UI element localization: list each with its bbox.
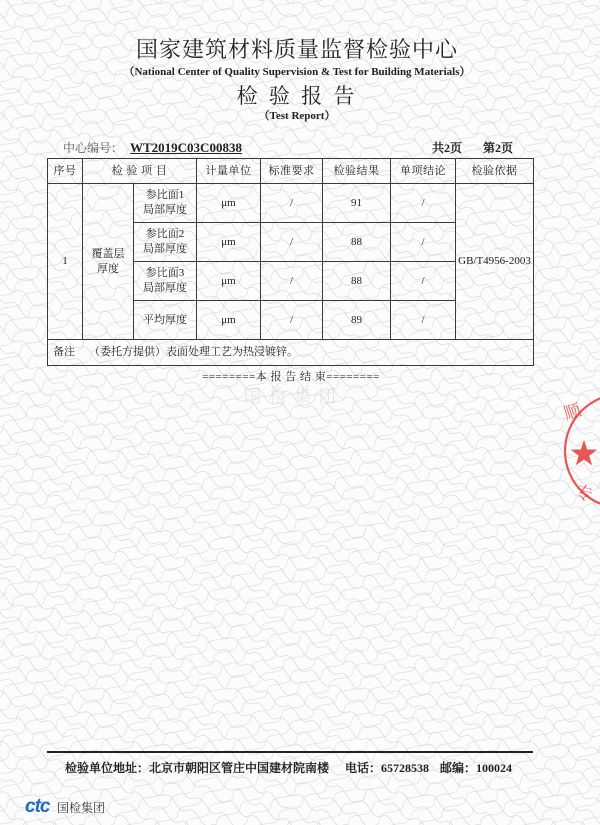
seq-cell: 1 — [48, 184, 83, 340]
sub-item-line: 局部厚度 — [143, 282, 187, 294]
header-unit: 计量单位 — [197, 159, 261, 184]
sub-item-cell — [134, 184, 197, 223]
table-header-row — [48, 159, 534, 184]
sub-item-line: 局部厚度 — [143, 243, 187, 255]
result-cell: 88 — [323, 262, 391, 301]
sub-item-line: 平均厚度 — [143, 313, 187, 326]
requirement-cell: / — [261, 262, 323, 301]
report-heading-chinese: 检 验 报 告 — [236, 84, 358, 108]
remarks-text: （委托方提供）表面处理工艺为热浸镀锌。 — [89, 346, 298, 358]
footer-postcode: 邮编：100024 — [440, 761, 513, 775]
header-requirement: 标准要求 — [261, 159, 323, 184]
ctc-logo-icon: ctc — [25, 796, 50, 817]
footer-divider — [47, 751, 533, 753]
seam-stamp — [556, 392, 600, 510]
stamp-char: 顺 — [561, 400, 584, 425]
header-result: 检验结果 — [323, 159, 391, 184]
result-cell: 91 — [323, 184, 391, 223]
sub-item-line: 参比面2 — [145, 228, 185, 240]
result-cell: 88 — [323, 223, 391, 262]
basis-cell: GB/T4956-2003 — [456, 184, 534, 340]
stamp-char: 专 — [572, 481, 595, 507]
report-heading-english: （Test Report） — [258, 110, 336, 122]
conclusion-cell: / — [391, 301, 456, 340]
requirement-cell: / — [261, 184, 323, 223]
unit-cell: μm — [197, 262, 261, 301]
sub-item-cell — [134, 223, 197, 262]
footer-address: 检验单位地址：北京市朝阳区管庄中国建材院南楼 — [65, 761, 330, 775]
result-cell: 89 — [323, 301, 391, 340]
report-end-mark: ========本 报 告 结 束======== — [202, 371, 380, 383]
header-test-item: 检 验 项 目 — [83, 159, 197, 184]
requirement-cell: / — [261, 301, 323, 340]
conclusion-cell: / — [391, 184, 456, 223]
header-conclusion: 单项结论 — [391, 159, 456, 184]
sub-item-cell — [134, 301, 197, 340]
center-number-label: 中心编号： — [63, 141, 124, 155]
test-item-line: 覆盖层 — [91, 247, 125, 260]
sub-item-line: 参比面1 — [145, 189, 185, 201]
center-number: WT2019C03C00838 — [130, 140, 242, 155]
sub-item-cell — [134, 262, 197, 301]
footer-phone: 电话：65728538 — [345, 761, 430, 775]
conclusion-cell: / — [391, 262, 456, 301]
unit-cell: μm — [197, 184, 261, 223]
test-item-line: 厚度 — [97, 262, 119, 275]
table-row — [48, 184, 534, 223]
unit-cell: μm — [197, 301, 261, 340]
remarks-cell — [48, 340, 534, 366]
watermark: 国检集团 — [244, 387, 344, 406]
conclusion-cell: / — [391, 223, 456, 262]
logo-name: 国检集团 — [57, 801, 106, 815]
sub-item-line: 局部厚度 — [143, 204, 187, 216]
header-basis: 检验依据 — [456, 159, 534, 184]
remarks-label: 备注 — [53, 346, 75, 358]
unit-cell: μm — [197, 223, 261, 262]
total-pages: 共2页 — [432, 141, 463, 155]
title-chinese: 国家建筑材料质量监督检验中心 — [135, 37, 458, 62]
test-results-table — [47, 158, 534, 366]
stamp-star-icon — [571, 440, 598, 465]
requirement-cell: / — [261, 223, 323, 262]
sub-item-line: 参比面3 — [145, 267, 185, 279]
title-english: （National Center of Quality Supervision & Test for Building Materials） — [123, 66, 471, 78]
remarks-row — [48, 340, 534, 366]
header-seq: 序号 — [48, 159, 83, 184]
test-item-cell — [83, 184, 134, 340]
page-number: 第2页 — [483, 141, 514, 155]
